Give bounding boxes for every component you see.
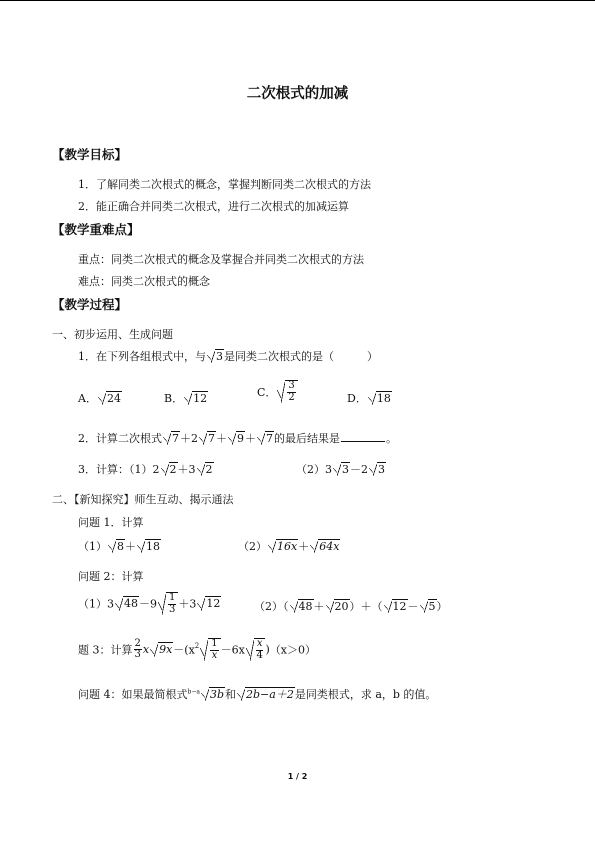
option-a: A． 24: [78, 392, 121, 405]
section-goal-heading: 【教学目标】: [52, 147, 128, 162]
q1-text-end: 是同类二次根式的是（ ）: [224, 350, 378, 363]
part-1-heading: 一、初步运用、生成问题: [52, 328, 173, 341]
question-1: [78, 348, 378, 364]
problem-2-a: （1）3 48－9 $\frac{1}{3}$ ＋3 12: [78, 592, 221, 615]
difficult-point: 难点：同类二次根式的概念: [78, 275, 210, 288]
question-2: 2．计算二次根式 7＋2 7＋ 9＋ 7的最后结果是 。: [78, 432, 397, 445]
problem-1-label: 问题 1．计算: [78, 516, 144, 529]
option-b: B． 12: [164, 392, 208, 405]
problem-1-a: （1） 8＋ 18: [78, 540, 160, 553]
page-number: 1 / 2: [287, 772, 308, 781]
problem-3: 题 3：计算 $\frac{2}{3}$ x $9x-(x^2$ $\frac{1}{x}$ －6x $\frac{x}{4}$ )（x＞0）: [78, 637, 316, 661]
question-3-part-1: 3．计算：（1）2 2＋3 2: [78, 463, 213, 476]
option-d: D． 18: [347, 392, 391, 405]
q1-text: 1．在下列各组根式中，与: [78, 350, 206, 363]
part-2-heading: 二、【新知探究】师生互动、揭示通法: [52, 493, 234, 506]
section-key-heading: 【教学重难点】: [52, 222, 140, 237]
top-rule: [0, 0, 595, 1]
question-3-part-2: （2）3 3－2 3: [296, 463, 385, 476]
section-process-heading: 【教学过程】: [52, 297, 128, 312]
goal-item-1: 1．了解同类二次根式的概念，掌握判断同类二次根式的方法: [78, 178, 371, 191]
problem-1-b: （2） 16x＋ 64x: [238, 540, 340, 553]
problem-4: 问题 4：如果最简根式$^{b-a}$ 3b和 2b−a＋2是同类根式，求 a，b 的值。: [78, 688, 437, 701]
problem-2-b: （2）（ 48＋ 20）＋（ 12－ 5）: [254, 600, 448, 613]
option-c: C． $\frac{3}{2}$: [257, 380, 298, 403]
answer-blank[interactable]: [341, 441, 385, 442]
page-title: 二次根式的加减: [246, 85, 349, 102]
q1-radical: 3: [207, 349, 224, 363]
problem-2-label: 问题 2：计算: [78, 570, 144, 583]
key-point: 重点：同类二次根式的概念及掌握合并同类二次根式的方法: [78, 253, 364, 266]
goal-item-2: 2．能正确合并同类二次根式，进行二次根式的加减运算: [78, 200, 349, 213]
